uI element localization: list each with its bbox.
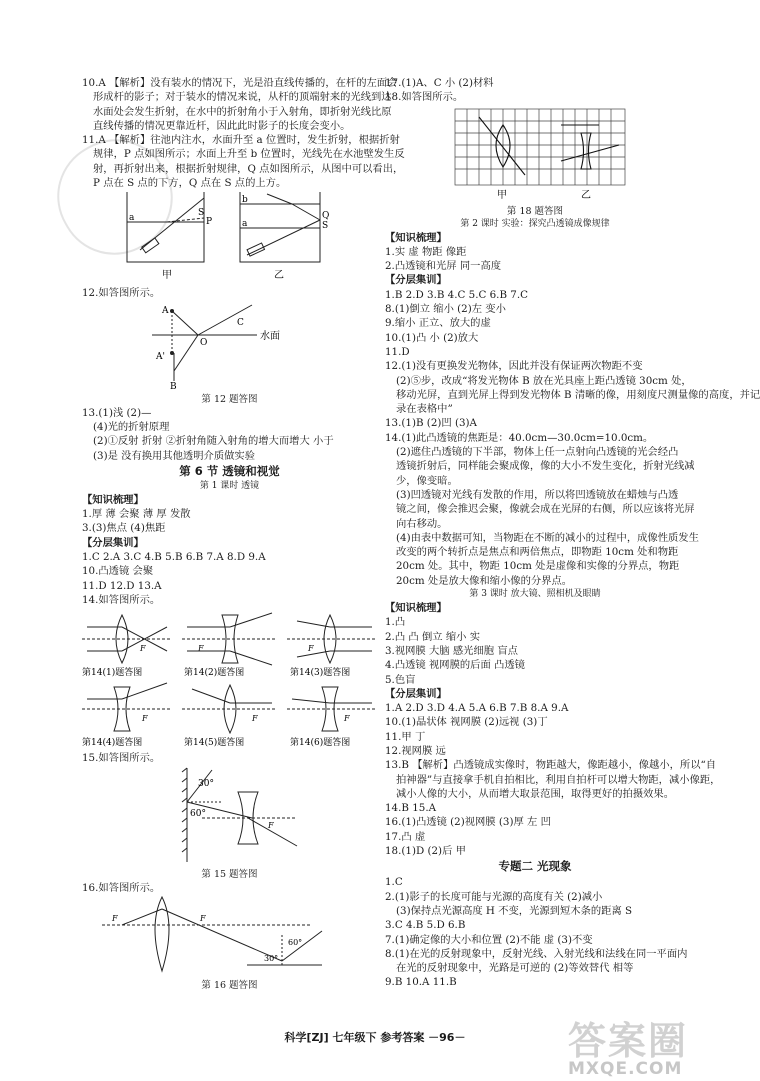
heading-knowledge: 【知识梳理】 <box>82 493 144 506</box>
answer-11-line: 射，再折射出来，根据折射规律，Q 点如图所示，从图中可以看出， <box>93 162 404 175</box>
practice-11: 11.甲 丁 <box>385 730 426 743</box>
answer-10-line: 形成杆的影子；对于装水的情况来说，从杆的顶端射来的光线到达 <box>93 91 392 104</box>
practice-10: 10.(1)凸 小 (2)放大 <box>385 331 479 344</box>
label-s: S <box>322 221 329 232</box>
answer-13-line: (4)光的折射原理 <box>93 420 170 433</box>
practice-18: 18.(1)D (2)后 甲 <box>385 845 466 858</box>
figure-12-caption: 第 12 题答图 <box>201 393 258 405</box>
label-F: F <box>112 913 118 923</box>
practice-14-15: 14.B 15.A <box>385 802 437 815</box>
label-a: a <box>129 213 135 224</box>
answer-12: 12.如答图所示。 <box>82 287 161 300</box>
label-30-degrees: 30° <box>198 778 214 789</box>
topic-9-11: 9.B 10.A 11.B <box>385 976 457 989</box>
practice-13-line: 拍神器”与直接拿手机自拍相比，利用自拍杆可以增大物距，减小像距， <box>396 773 721 786</box>
figure-15-caption: 第 15 题答图 <box>201 868 258 880</box>
label-water-surface: 水面 <box>260 330 280 342</box>
answer-11: 11.A 【解析】往池内注水，水面升至 a 位置时，发生折射，根据折射 <box>82 134 400 147</box>
practice-1-9: 1.C 2.A 3.C 4.B 5.B 6.B 7.A 8.D 9.A <box>82 551 266 564</box>
topic-2: 2.(1)影子的长度可能与光源的高度有关 (2)减小 <box>385 890 603 903</box>
answer-13: 13.(1)浅 (2)— <box>82 406 152 419</box>
heading-knowledge: 【知识梳理】 <box>385 602 447 615</box>
practice-1-7: 1.B 2.D 3.B 4.C 5.C 6.B 7.C <box>385 288 529 301</box>
practice-14: 14.(1)此凸透镜的焦距是：40.0cm—30.0cm=10.0cm。 <box>385 431 654 444</box>
practice-14-line: 20cm 处是放大像和缩小像的分界点。 <box>396 574 573 587</box>
answer-11-line: P 点在 S 点的下方，Q 点在 S 点的上方。 <box>93 177 287 190</box>
label-F: F <box>142 714 148 724</box>
answer-13-line: (3)是 没有换用其他透明介质做实验 <box>93 449 256 462</box>
answer-17: 17.(1)A、C 小 (2)材料 <box>385 77 494 89</box>
right-column <box>385 76 760 990</box>
topic-2-line: (3)保持点光源高度 H 不变，光源到短木条的距离 S <box>396 904 633 917</box>
label-60-degrees: 60° <box>288 937 303 947</box>
practice-14: 14.如答图所示。 <box>82 593 161 606</box>
practice-15: 15.如答图所示。 <box>82 752 161 765</box>
figure-16-caption: 第 16 题答图 <box>201 979 258 991</box>
topic-title: 专题二 光现象 <box>498 859 572 874</box>
label-30-degrees: 30° <box>264 953 279 963</box>
answer-18: 18.如答图所示。 <box>385 91 464 104</box>
label-yi: 乙 <box>581 189 591 201</box>
knowledge-1: 1.实 虚 物距 像距 <box>385 245 467 258</box>
label-F: F <box>268 820 274 830</box>
label-A: A <box>162 305 169 316</box>
practice-14-line: 透镜折射后，同样能会聚成像，像的大小不发生变化，折射光线减 <box>396 460 695 473</box>
practice-13: 13.(1)B (2)凹 (3)A <box>385 417 477 430</box>
practice-10: 10.凸透镜 会聚 <box>82 565 154 578</box>
label-jia: 甲 <box>162 270 172 282</box>
practice-12-line: 录在表格中” <box>396 403 453 416</box>
label-60-degrees: 60° <box>190 808 206 819</box>
watermark-url: MXQE.COM <box>568 1059 683 1079</box>
knowledge-2: 2.凸 凸 倒立 缩小 实 <box>385 630 480 643</box>
watermark-logo <box>568 1010 738 1079</box>
practice-16: 16.(1)凸透镜 (2)视网膜 (3)厚 左 凹 <box>385 816 551 829</box>
knowledge-1: 1.厚 薄 会聚 薄 厚 发散 <box>82 508 191 521</box>
practice-13-line: 减小人像的大小，从而增大取景范围，取得更好的拍摄效果。 <box>396 787 675 800</box>
practice-12: 12.视网膜 远 <box>385 744 446 757</box>
practice-14-line: 少，像变暗。 <box>396 474 458 487</box>
point-a <box>170 309 174 313</box>
knowledge-4: 4.凸透镜 视网膜的后面 凸透镜 <box>385 659 525 672</box>
point-a-image <box>170 351 174 355</box>
practice-1-9: 1.A 2.D 3.D 4.A 5.A 6.B 7.B 8.A 9.A <box>385 702 569 715</box>
practice-10: 10.(1)晶状体 视网膜 (2)远视 (3)丁 <box>385 716 548 729</box>
practice-12-line: 移动光屏，直到光屏上得到发光物体 B 清晰的像，用刻度尺测量像的高度，并记 <box>396 388 760 401</box>
practice-14-line: 改变的两个转折点是焦点和两倍焦点，即物距 10cm 处和物距 <box>396 546 679 559</box>
practice-8: 8.(1)倒立 缩小 (2)左 变小 <box>385 303 506 316</box>
topic-3-6: 3.C 4.B 5.D 6.B <box>385 919 466 932</box>
figure-16-diagram <box>82 895 377 975</box>
practice-11-13: 11.D 12.D 13.A <box>82 579 162 592</box>
answer-10-line: 直线传播的情况更靠近杆，因此此时影子的长度会变小。 <box>93 119 351 132</box>
label-B: B <box>170 381 177 392</box>
practice-13: 13.B 【解析】凸透镜成实像时，物距越大，像距越小，像越小，所以“自 <box>385 759 717 772</box>
figure-11-diagram <box>82 190 377 282</box>
section-title: 第 6 节 透镜和视觉 <box>179 463 280 478</box>
label-O: O <box>200 337 208 348</box>
practice-14-line: 20cm 处。其中，物距 10cm 处是虚像和实像的分界点，物距 <box>396 560 680 573</box>
practice-9: 9.缩小 正立、放大的虚 <box>385 317 491 330</box>
label-q: Q <box>322 211 330 222</box>
label-F: F <box>140 644 146 654</box>
figure-15-diagram <box>82 766 377 864</box>
practice-11: 11.D <box>385 345 410 358</box>
answer-13-line: (2)①反射 折射 ②折射角随入射角的增大而增大 小于 <box>93 435 334 448</box>
topic-8: 8.(1)在光的反射现象中，反射光线、入射光线和法线在同一平面内 <box>385 947 688 960</box>
watermark-text: 答案圈 <box>568 1019 689 1063</box>
label-b: b <box>242 195 248 206</box>
lesson-title: 第 1 课时 透镜 <box>199 480 260 491</box>
figure-14-3-caption: 第14(3)题答图 <box>290 668 351 679</box>
heading-practice: 【分层集训】 <box>385 687 447 700</box>
knowledge-5: 5.色盲 <box>385 673 416 686</box>
answer-11-line: 规律，P 点如图所示；水面上升至 b 位置时，光线先在水池壁发生反 <box>93 148 405 161</box>
answer-10-line: 水面处会发生折射，在水中的折射角小于入射角，即折射光线比原 <box>93 105 392 118</box>
practice-14-line: 向右移动。 <box>396 517 448 530</box>
figure-12-diagram <box>82 301 377 392</box>
heading-practice: 【分层集训】 <box>82 536 144 549</box>
practice-14-line: 镜之间，像会推迟会聚，像就会成在光屏的右侧，所以应该将光屏 <box>396 503 695 516</box>
lesson-3-title: 第 3 课时 放大镜、照相机及眼睛 <box>469 589 601 600</box>
label-yi: 乙 <box>274 270 284 282</box>
label-jia: 甲 <box>497 189 507 201</box>
knowledge-3: 3.(3)焦点 (4)焦距 <box>82 522 166 535</box>
practice-14-line: (4)由表中数据可知，当物距在不断的减小的过程中，成像性质发生 <box>396 531 699 544</box>
topic-7: 7.(1)确定像的大小和位置 (2)不能 虚 (3)不变 <box>385 933 593 946</box>
label-F: F <box>200 913 206 923</box>
figure-14-1-caption: 第14(1)题答图 <box>82 668 143 679</box>
page-footer: 科学[ZJ] 七年级下 参考答案 －96－ <box>284 1031 466 1044</box>
topic-1: 1.C <box>385 876 403 889</box>
practice-17: 17.凸 虚 <box>385 830 426 843</box>
practice-14-line: (3)凹透镜对光线有发散的作用，所以将凹透镜放在蜡烛与凸透 <box>396 488 679 501</box>
knowledge-1: 1.凸 <box>385 616 406 629</box>
label-F: F <box>252 714 258 724</box>
knowledge-2: 2.凸透镜和光屏 同一高度 <box>385 260 502 273</box>
practice-12: 12.(1)没有更换发光物体，因此并没有保证两次物距不变 <box>385 360 643 373</box>
figure-14-5-caption: 第14(5)题答图 <box>184 738 245 749</box>
label-F: F <box>198 644 204 654</box>
label-C: C <box>237 317 244 328</box>
practice-14-line: (2)遮住凸透镜的下半部，物体上任一点射向凸透镜的光会经凸 <box>396 446 679 459</box>
label-F: F <box>308 644 314 654</box>
figure-14-diagrams <box>82 607 377 747</box>
lesson-2-title: 第 2 课时 实验：探究凸透镜成像规律 <box>460 218 610 229</box>
figure-14-4-caption: 第14(4)题答图 <box>82 738 143 749</box>
practice-16: 16.如答图所示。 <box>82 881 161 894</box>
label-F: F <box>344 714 350 724</box>
heading-knowledge: 【知识梳理】 <box>385 231 447 244</box>
figure-14-2-caption: 第14(2)题答图 <box>184 668 245 679</box>
answer-10: 10.A 【解析】没有装水的情况下，光是沿直线传播的，在杆的左面会 <box>82 77 398 89</box>
figure-14-6-caption: 第14(6)题答图 <box>290 738 351 749</box>
label-p: P <box>206 217 213 228</box>
label-s: S <box>198 208 205 219</box>
topic-8-line: 在光的反射现象中，光路是可逆的 (2)等效替代 相等 <box>396 962 634 975</box>
figure-18-caption: 第 18 题答图 <box>506 205 564 217</box>
practice-12-line: (2)⑤步，改成“将发光物体 B 放在光具座上距凸透镜 30cm 处， <box>396 374 692 387</box>
label-a: a <box>242 219 248 230</box>
label-A-prime: A' <box>156 351 165 362</box>
knowledge-3: 3.视网膜 大脑 感光细胞 盲点 <box>385 644 518 657</box>
figure-18-diagram <box>385 105 685 201</box>
heading-practice: 【分层集训】 <box>385 274 447 287</box>
